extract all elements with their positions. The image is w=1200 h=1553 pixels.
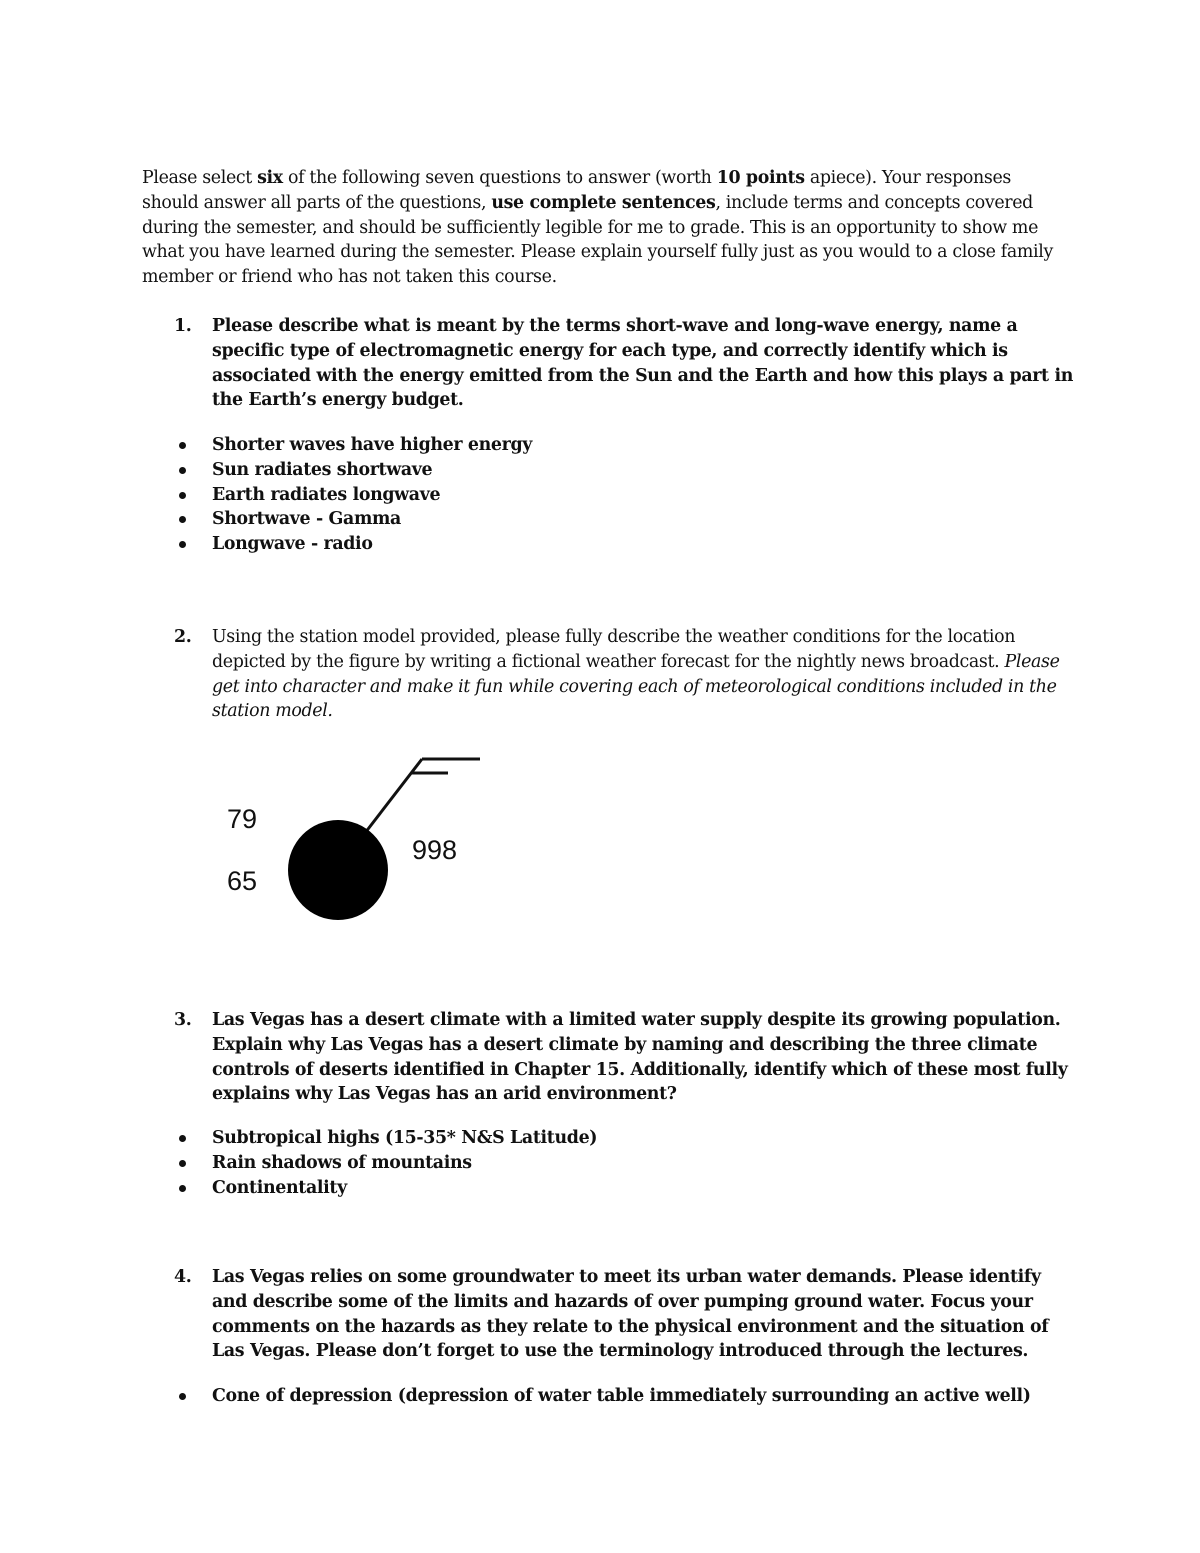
- instructions-text: apiece). Your responses should answer all parts of the questions,: [142, 168, 1011, 213]
- list-item: Cone of depression (depression of water table immediately surrounding an active well): [174, 1384, 1074, 1409]
- list-item: Earth radiates longwave: [174, 483, 1074, 508]
- list-item: Shortwave - Gamma: [174, 507, 1074, 532]
- question-number: 2.: [174, 627, 192, 647]
- bullet-icon: [179, 442, 186, 449]
- bullet-icon: [179, 516, 186, 523]
- cloud-cover-circle: [288, 820, 388, 920]
- instructions-text: of the following seven questions to answer (worth: [282, 168, 717, 188]
- question-number: 3.: [174, 1010, 192, 1030]
- question-text: Using the station model provided, please fully describe the weather conditions for the location depicted by the figure by writing a fictional weather forecast for the nightly news broadcast.: [212, 627, 1016, 672]
- list-item: Rain shadows of mountains: [174, 1151, 1074, 1176]
- instructions-emphasis-six: six: [257, 168, 283, 188]
- wind-shaft: [365, 759, 422, 833]
- bullet-icon: [179, 467, 186, 474]
- question-number: 1.: [174, 316, 192, 336]
- instructions-text: , include terms and concepts covered during the semester, and should be sufficiently legible for me to grade. This is an opportunity to show me what you have learned during the semester. Please explain yourself fully just as you would to a close family member or friend who has not taken this course.: [142, 192, 1053, 288]
- list-item: Shorter waves have higher energy: [174, 433, 1074, 458]
- list-item: Longwave - radio: [174, 532, 1074, 557]
- question-text: Las Vegas relies on some groundwater to meet its urban water demands. Please identify and describe some of the limits and hazards of over pumping ground water. Focus your comments on the hazards as they relate to the physical environment and the situation of Las Vegas. Please don’t forget to use the terminology introduced through the lectures.: [212, 1267, 1049, 1362]
- question-text: Las Vegas has a desert climate with a limited water supply despite its growing population. Explain why Las Vegas has a desert climate by naming and describing the three climate controls of deserts identified in Chapter 15. Additionally, identify which of these most fully explains why Las Vegas has an arid environment?: [212, 1010, 1068, 1105]
- list-item: Sun radiates shortwave: [174, 458, 1074, 483]
- question-text-block: [212, 625, 1074, 724]
- question-3: [174, 1008, 1074, 1107]
- list-item: Subtropical highs (15-35* N&S Latitude): [174, 1126, 1074, 1151]
- dewpoint-label: 65: [227, 866, 258, 896]
- question-number: 4.: [174, 1267, 192, 1287]
- bullet-icon: [179, 541, 186, 548]
- bullet-icon: [179, 1393, 186, 1400]
- question-text: Please describe what is meant by the terms short-wave and long-wave energy, name a specific type of electromagnetic energy for each type, and correctly identify which is associated with the energy emitted from the Sun and the Earth and how this plays a part in the Earth’s energy budget.: [212, 316, 1073, 411]
- question-4: [174, 1265, 1074, 1364]
- instructions-emphasis-sentences: use complete sentences: [491, 192, 716, 213]
- answer-list-3: [174, 1126, 1074, 1200]
- instructions-emphasis-points: 10 points: [716, 168, 805, 188]
- bullet-icon: [179, 1160, 186, 1167]
- bullet-icon: [179, 1185, 186, 1192]
- list-item: Continentality: [174, 1176, 1074, 1201]
- question-italic-text: Please get into character and make it fun while covering each of meteorological conditions included in the station model.: [212, 651, 1060, 722]
- station-model-figure: [200, 745, 500, 935]
- instructions-text: Please select: [142, 168, 258, 188]
- bullet-icon: [179, 1135, 186, 1142]
- answer-list-4: [174, 1384, 1074, 1409]
- answer-list-1: [174, 433, 1074, 557]
- question-2: [174, 625, 1074, 724]
- pressure-label: 998: [412, 835, 458, 865]
- question-1: [174, 314, 1074, 413]
- instructions-paragraph: [142, 166, 1062, 290]
- bullet-icon: [179, 492, 186, 499]
- temperature-label: 79: [227, 804, 258, 834]
